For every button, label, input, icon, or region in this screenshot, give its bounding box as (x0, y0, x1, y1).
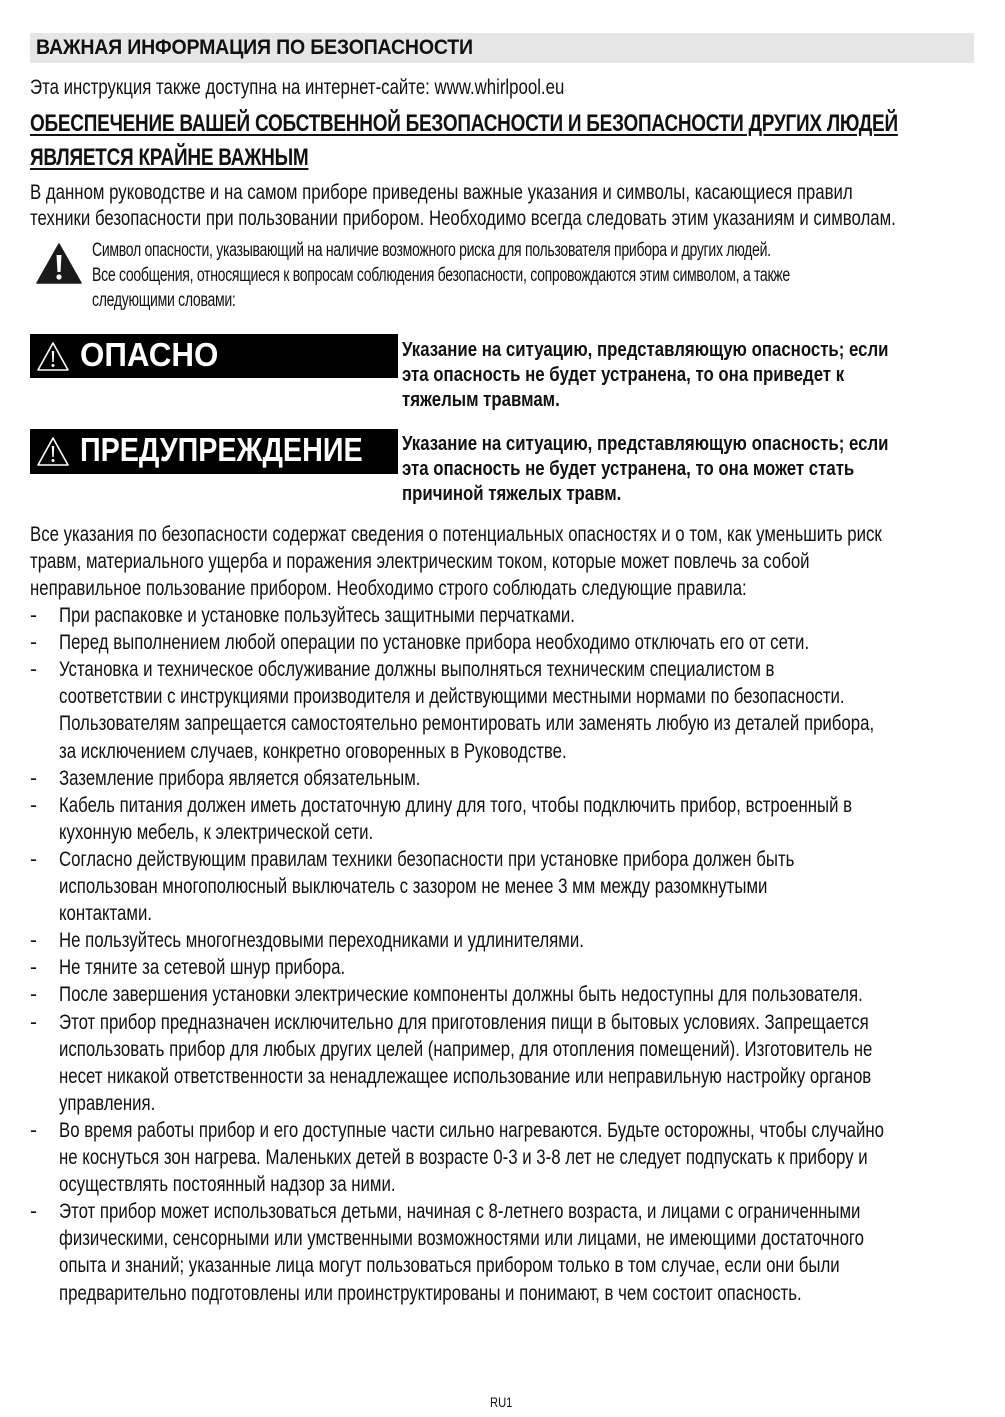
symbol-note-line-2: Все сообщения, относящиеся к вопросам соблюдения безопасности, сопровождаются этим символом, а также (92, 265, 790, 286)
warning-description (402, 432, 888, 507)
warning-triangle-outline-icon (36, 341, 70, 373)
rule-item-line: кухонную мебель, к электрической сети. (59, 820, 374, 844)
symbol-note-line-1: Символ опасности, указывающий на наличие возможного риска для пользователя прибора и других людей. (92, 240, 771, 261)
bullet-dash: - (30, 983, 37, 1007)
rule-item-line: контактами. (59, 902, 152, 926)
warning-triangle-icon (36, 243, 82, 285)
rule-item-line: использовать прибор для любых других целей (например, для отопления помещений). Изготовитель не (59, 1037, 873, 1061)
bullet-dash: - (30, 631, 37, 655)
section-header (30, 33, 974, 63)
warning-desc-line-1: Указание на ситуацию, представляющую опасность; если (402, 433, 889, 455)
danger-desc-line-2: эта опасность не будет устранена, то она приведет к (402, 364, 845, 386)
rule-item-line: После завершения установки электрические компоненты должны быть недоступны для пользователя. (59, 983, 863, 1007)
rule-item-line: Кабель питания должен иметь достаточную длину для того, чтобы подключить прибор, встроенный в (59, 793, 853, 817)
rules-intro-line-2: травм, материального ущерба и поражения электрическим током, которые может повлечь за собой (30, 550, 810, 573)
rule-item-line: Не пользуйтесь многогнездовыми переходниками и удлинителями. (59, 929, 584, 953)
page-number: RU1 (490, 1394, 513, 1410)
rule-item-line: Перед выполнением любой операции по установке прибора необходимо отключать его от сети. (59, 631, 810, 655)
danger-label: ОПАСНО (80, 336, 219, 373)
intro-line-2: техники безопасности при пользовании прибором. Необходимо всегда следовать этим указаниям и символам. (30, 207, 896, 230)
rule-item-line: соответствии с инструкциями производителя и действующими местными нормами по безопасности. (59, 685, 845, 709)
main-title-line-2: ЯВЛЯЕТСЯ КРАЙНЕ ВАЖНЫМ (30, 144, 309, 171)
bullet-dash: - (30, 793, 37, 817)
warning-label: ПРЕДУПРЕЖДЕНИЕ (80, 431, 363, 468)
availability-note: Эта инструкция также доступна на интернет-сайте: www.whirlpool.eu (30, 76, 565, 99)
rule-item-line: Установка и техническое обслуживание должны выполняться техническим специалистом в (59, 658, 775, 682)
danger-desc-line-3: тяжелым травмам. (402, 389, 560, 411)
rule-item-line: использован многополюсный выключатель с зазором не менее 3 мм между разомкнутыми (59, 875, 768, 898)
danger-badge (30, 334, 398, 378)
rule-item-line: При распаковке и установке пользуйтесь защитными перчатками. (59, 604, 575, 627)
bullet-dash: - (30, 1200, 37, 1224)
bullet-dash: - (30, 956, 37, 980)
danger-desc-line-1: Указание на ситуацию, представляющую опасность; если (402, 339, 889, 361)
rules-intro-line-1: Все указания по безопасности содержат сведения о потенциальных опасностях и о том, как уменьшить риск (30, 523, 882, 546)
rule-item-line: не коснуться зон нагрева. Маленьких детей в возрасте 0-3 и 3-8 лет не следует подпускать к прибору и (59, 1146, 868, 1169)
warning-badge (30, 429, 398, 474)
rules-intro-line-3: неправильное пользование прибором. Необходимо строго соблюдать следующие правила: (30, 577, 747, 600)
bullet-dash: - (30, 847, 37, 871)
bullet-dash: - (30, 929, 37, 953)
bullet-dash: - (30, 766, 37, 790)
rule-item-line: Согласно действующим правилам техники безопасности при установке прибора должен быть (59, 847, 795, 871)
rule-item-line: за исключением случаев, конкретно оговоренных в Руководстве. (59, 739, 567, 763)
bullet-dash: - (30, 658, 37, 682)
bullet-dash: - (30, 1010, 37, 1034)
danger-description (402, 338, 888, 413)
symbol-note-line-3: следующими словами: (92, 290, 236, 311)
intro-line-1: В данном руководстве и на самом приборе приведены важные указания и символы, касающиеся правил (30, 181, 853, 204)
rule-item-line: предварительно подготовлены или проинструктированы и понимают, в чем состоит опасность. (59, 1281, 802, 1305)
rule-item-line: Во время работы прибор и его доступные части сильно нагреваются. Будьте осторожны, чтобы случайно (59, 1118, 885, 1142)
rule-item-line: управления. (59, 1091, 156, 1115)
section-title: ВАЖНАЯ ИНФОРМАЦИЯ ПО БЕЗОПАСНОСТИ (36, 36, 473, 59)
rule-item-line: осуществлять постоянный надзор за ними. (59, 1173, 396, 1197)
rule-item-line: Этот прибор может использоваться детьми, начиная с 8-летнего возраста, и лицами с ограниченными (59, 1200, 861, 1224)
warning-desc-line-3: причиной тяжелых травм. (402, 483, 622, 505)
rule-item-line: Заземление прибора является обязательным. (59, 766, 421, 790)
warning-triangle-outline-icon (36, 436, 70, 468)
warning-desc-line-2: эта опасность не будет устранена, то она может стать (402, 458, 855, 480)
main-title-line-1: ОБЕСПЕЧЕНИЕ ВАШЕЙ СОБСТВЕННОЙ БЕЗОПАСНОСТИ И БЕЗОПАСНОСТИ ДРУГИХ ЛЮДЕЙ (30, 110, 898, 137)
rule-item-line: Этот прибор предназначен исключительно для приготовления пищи в бытовых условиях. Запрещается (59, 1010, 869, 1034)
rule-item-line: несет никакой ответственности за ненадлежащее использование или неправильную настройку органов (59, 1064, 872, 1088)
rule-item-line: опыта и знаний; указанные лица могут пользоваться прибором только в том случае, если они были (59, 1254, 840, 1278)
bullet-dash: - (30, 1118, 37, 1142)
bullet-dash: - (30, 604, 37, 627)
rule-item-line: физическими, сенсорными или умственными возможностями или лицами, не имеющими достаточного (59, 1227, 865, 1251)
rule-item-line: Пользователям запрещается самостоятельно ремонтировать или заменять любую из деталей прибора, (59, 712, 875, 736)
rule-item-line: Не тяните за сетевой шнур прибора. (59, 956, 346, 980)
